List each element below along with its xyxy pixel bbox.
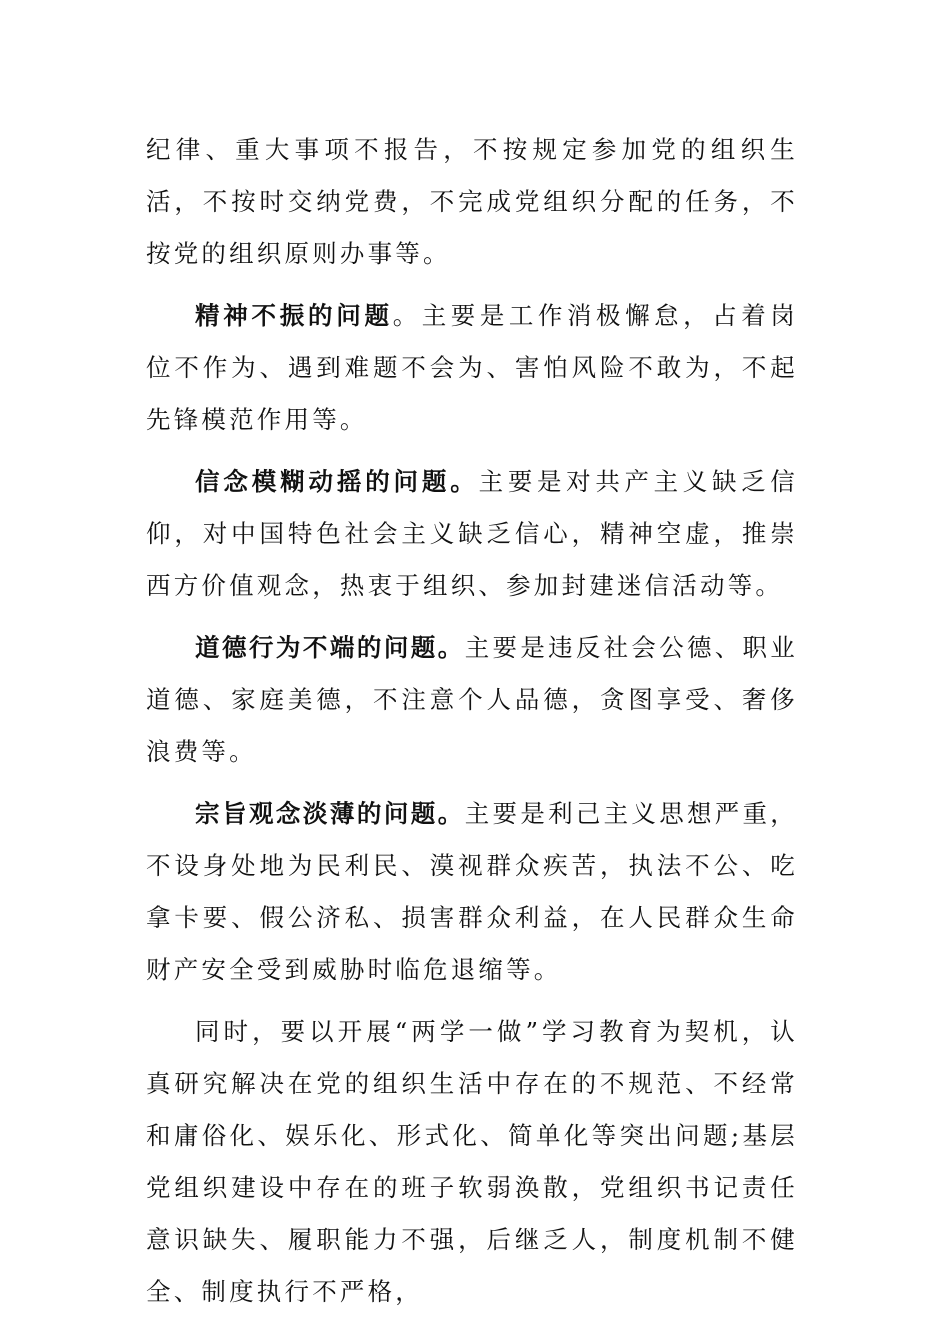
paragraph-continued [146, 124, 798, 280]
paragraph-purpose-issue [146, 788, 798, 996]
paragraph-body: 主要是违反社会公德、职业道德、家庭美德，不注意个人品德，贪图享受、奢侈浪费等。 [146, 633, 798, 766]
paragraph-body: 同时，要以开展“两学一做”学习教育为契机，认真研究解决在党的组织生活中存在的不规范、不经常和庸俗化、娱乐化、形式化、简单化等突出问题;基层党组织建设中存在的班子软弱涣散，党组织书记责任意识缺失、履职能力不强，后继乏人，制度机制不健全、制度执行不严格， [146, 1017, 798, 1306]
paragraph-belief-issue [146, 456, 798, 612]
paragraph-body: 主要是利己主义思想严重，不设身处地为民利民、漠视群众疾苦，执法不公、吃拿卡要、假公济私、损害群众利益，在人民群众生命财产安全受到威胁时临危退缩等。 [146, 799, 798, 984]
paragraph-morality-issue [146, 622, 798, 778]
paragraph-heading: 精神不振的问题 [195, 301, 393, 330]
document-page [146, 124, 798, 1328]
paragraph-heading: 信念模糊动摇的问题。 [195, 467, 479, 496]
paragraph-body: 。主要是工作消极懈怠，占着岗位不作为、遇到难题不会为、害怕风险不敢为，不起先锋模范作用等。 [146, 301, 798, 434]
paragraph-heading: 宗旨观念淡薄的问题。 [195, 799, 465, 828]
paragraph-body: 纪律、重大事项不报告，不按规定参加党的组织生活，不按时交纳党费，不完成党组织分配的任务，不按党的组织原则办事等。 [146, 135, 798, 268]
paragraph-body: 主要是对共产主义缺乏信仰，对中国特色社会主义缺乏信心，精神空虚，推崇西方价值观念，热衷于组织、参加封建迷信活动等。 [146, 467, 799, 600]
paragraph-heading: 道德行为不端的问题。 [195, 633, 465, 662]
paragraph-meanwhile [146, 1006, 798, 1318]
paragraph-spirit-issue [146, 290, 798, 446]
